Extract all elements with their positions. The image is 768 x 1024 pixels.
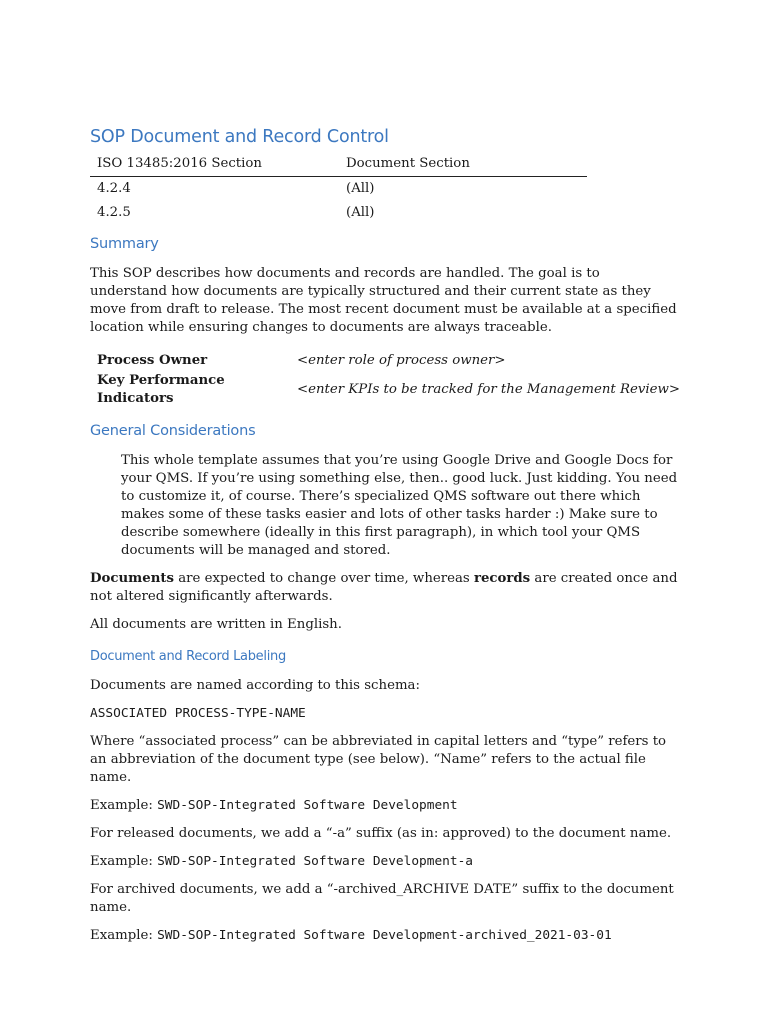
iso-section-table [90, 152, 587, 225]
example-2-code: SWD-SOP-Integrated Software Development-a [157, 854, 473, 869]
table-cell: (All) [346, 181, 375, 196]
documents-text-end: are created once and not altered significantly afterwards. [90, 571, 678, 604]
english-paragraph: All documents are written in English. [90, 617, 342, 632]
document-content [90, 126, 680, 945]
general-intro-paragraph: This whole template assumes that you’re using Google Drive and Google Docs for your QMS. If you’re using something else, then.. good luck. Just kidding. You need to customize it, of course. There’s specialized QMS software out there which makes some of these tasks easier and lots of other tasks harder :) Make sure to describe somewhere (ideally in this first paragraph), in which tool your QMS documents will be managed and stored. [121, 453, 678, 558]
example-label: Example: [90, 854, 158, 869]
table-cell: (All) [346, 205, 375, 220]
table-row [90, 201, 587, 225]
documents-records-paragraph [90, 570, 680, 606]
documents-term: Documents [90, 571, 174, 586]
example-3-paragraph [90, 927, 680, 945]
example-label: Example: [90, 928, 158, 943]
example-2-paragraph [90, 853, 680, 871]
table-cell: 4.2.4 [97, 181, 131, 196]
schema-code: ASSOCIATED PROCESS-TYPE-NAME [90, 706, 306, 721]
records-term: records [473, 571, 531, 586]
process-owner-label: Process Owner [97, 352, 208, 368]
schema-intro-paragraph: Documents are named according to this schema: [90, 678, 420, 693]
kpi-value: <enter KPIs to be tracked for the Management Review> [296, 382, 680, 397]
document-title: SOP Document and Record Control [90, 127, 389, 147]
example-1-code: SWD-SOP-Integrated Software Development [157, 798, 458, 813]
summary-heading: Summary [90, 236, 159, 252]
documents-text-mid: are expected to change over time, whereas [174, 571, 474, 586]
table-row [90, 372, 680, 408]
general-considerations-heading: General Considerations [90, 423, 256, 439]
table-cell: 4.2.5 [97, 205, 131, 220]
labeling-heading: Document and Record Labeling [90, 649, 286, 664]
example-label: Example: [90, 798, 158, 813]
example-1-paragraph [90, 797, 680, 815]
table-row [90, 177, 587, 202]
table-row [90, 349, 680, 372]
where-paragraph: Where “associated process” can be abbreviated in capital letters and “type” refers to an abbreviation of the document type (see below). “Name” refers to the actual file name. [90, 734, 667, 785]
process-owner-table [90, 349, 680, 408]
archived-paragraph: For archived documents, we add a “-archived_ARCHIVE DATE” suffix to the document name. [90, 882, 674, 915]
process-owner-value: <enter role of process owner> [296, 352, 506, 368]
kpi-label: Key Performance Indicators [97, 373, 225, 406]
table-header-cell: ISO 13485:2016 Section [90, 152, 339, 177]
table-header-cell: Document Section [339, 152, 587, 177]
released-paragraph: For released documents, we add a “-a” suffix (as in: approved) to the document name. [90, 826, 672, 841]
example-3-code: SWD-SOP-Integrated Software Development-archived_2021-03-01 [157, 928, 612, 943]
summary-paragraph: This SOP describes how documents and records are handled. The goal is to understand how documents are typically structured and their current state as they move from draft to release. The most recent document must be available at a specified location while ensuring changes to documents are always traceable. [90, 266, 677, 335]
table-header-row [90, 152, 587, 177]
